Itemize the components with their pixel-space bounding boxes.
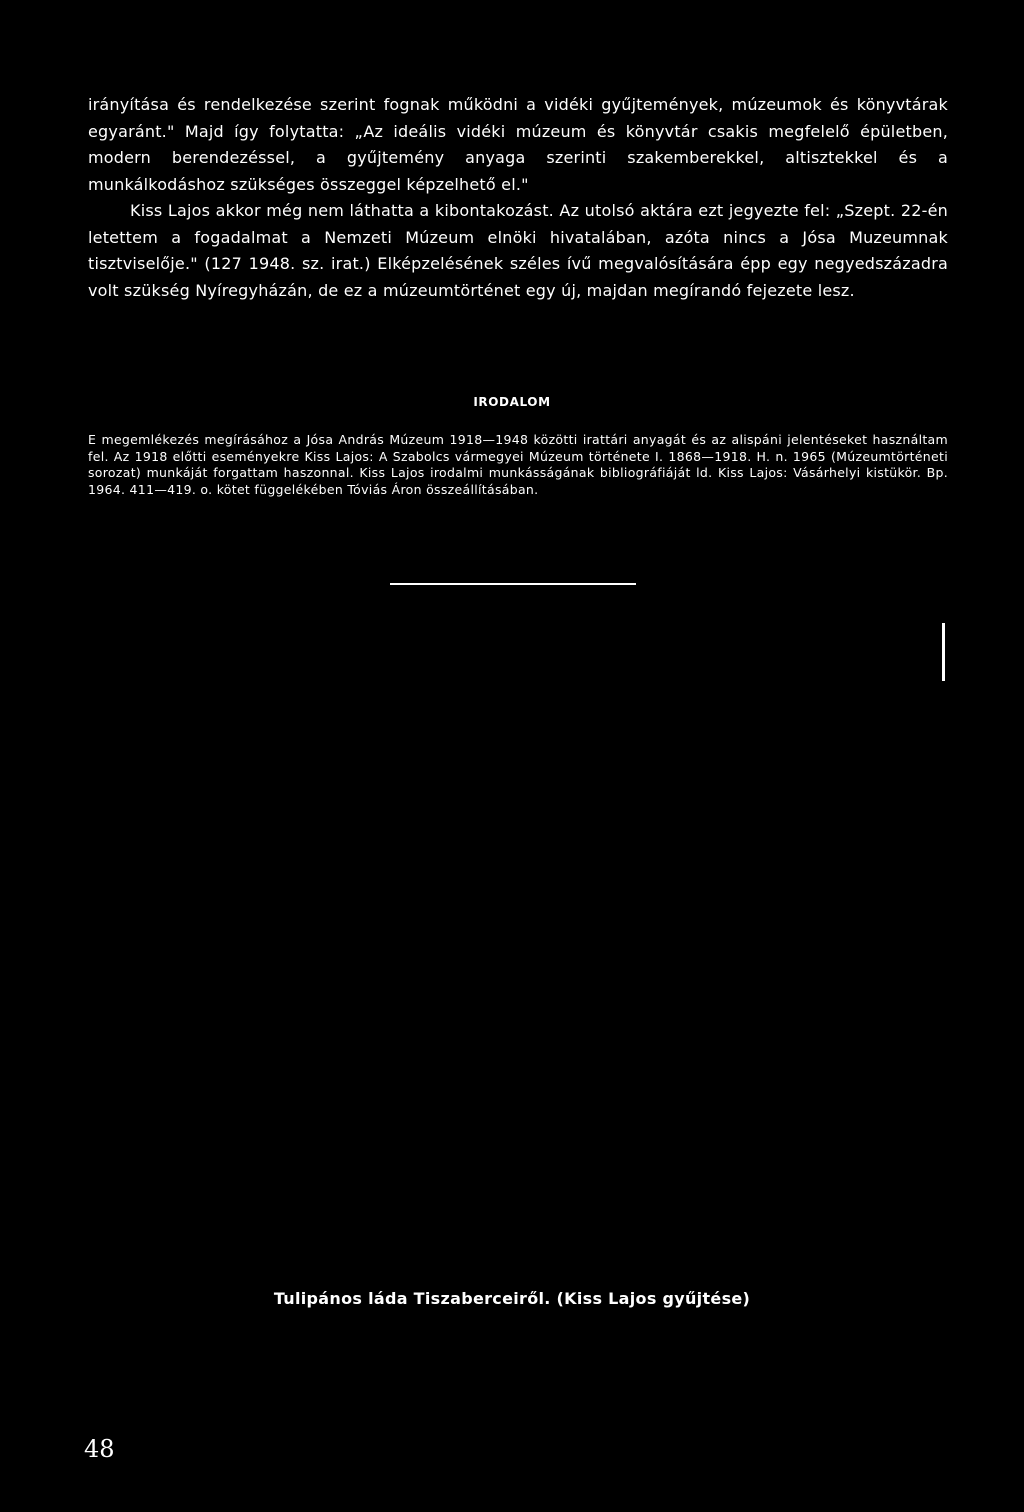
paragraph-2: Kiss Lajos akkor még nem láthatta a kibontakozást. Az utolsó aktára ezt jegyezte fel: „Szept. 22-én letettem a fogadalmat a Nemzeti Múzeum elnöki hivatalában, azóta nincs a Jósa Muzeumnak tisztviselője." (127 1948. sz. irat.) Elképzelésének széles ívű megvalósítására épp egy negyedszázadra volt szükség Nyíregyházán, de ez a múzeumtörténet egy új, majdan megírandó fejezete lesz.: [88, 201, 948, 300]
body-text: [88, 92, 948, 304]
references-section: [88, 432, 948, 498]
vertical-edge-mark: [942, 623, 945, 681]
paragraph-1: irányítása és rendelkezése szerint fognak működni a vidéki gyűjtemények, múzeumok és könyvtárak egyaránt." Majd így folytatta: „Az ideális vidéki múzeum és könyvtár csakis megfelelő épületben, modern berendezéssel, a gyűjtemény anyaga szerinti szakemberekkel, altisztekkel és a munkálkodáshoz szükséges összeggel képzelhető el.": [88, 95, 948, 194]
references-text: E megemlékezés megírásához a Jósa András Múzeum 1918—1948 közötti irattári anyagát és az alispáni jelentéseket használtam fel. Az 1918 előtti eseményekre Kiss Lajos: A Szabolcs vármegyei Múzeum története I. 1868—1918. H. n. 1965 (Múzeumtörténeti sorozat) munkáját forgattam haszonnal. Kiss Lajos irodalmi munkásságának bibliográfiáját ld. Kiss Lajos: Vásárhelyi kistükör. Bp. 1964. 411—419. o. kötet függelékében Tóviás Áron összeállításában.: [88, 432, 948, 497]
image-caption: Tulipános láda Tiszaberceiről. (Kiss Lajos gyűjtése): [273, 1289, 751, 1308]
separator-line: [390, 583, 636, 585]
page-number: 48: [84, 1435, 115, 1463]
references-heading: IRODALOM: [473, 395, 551, 409]
